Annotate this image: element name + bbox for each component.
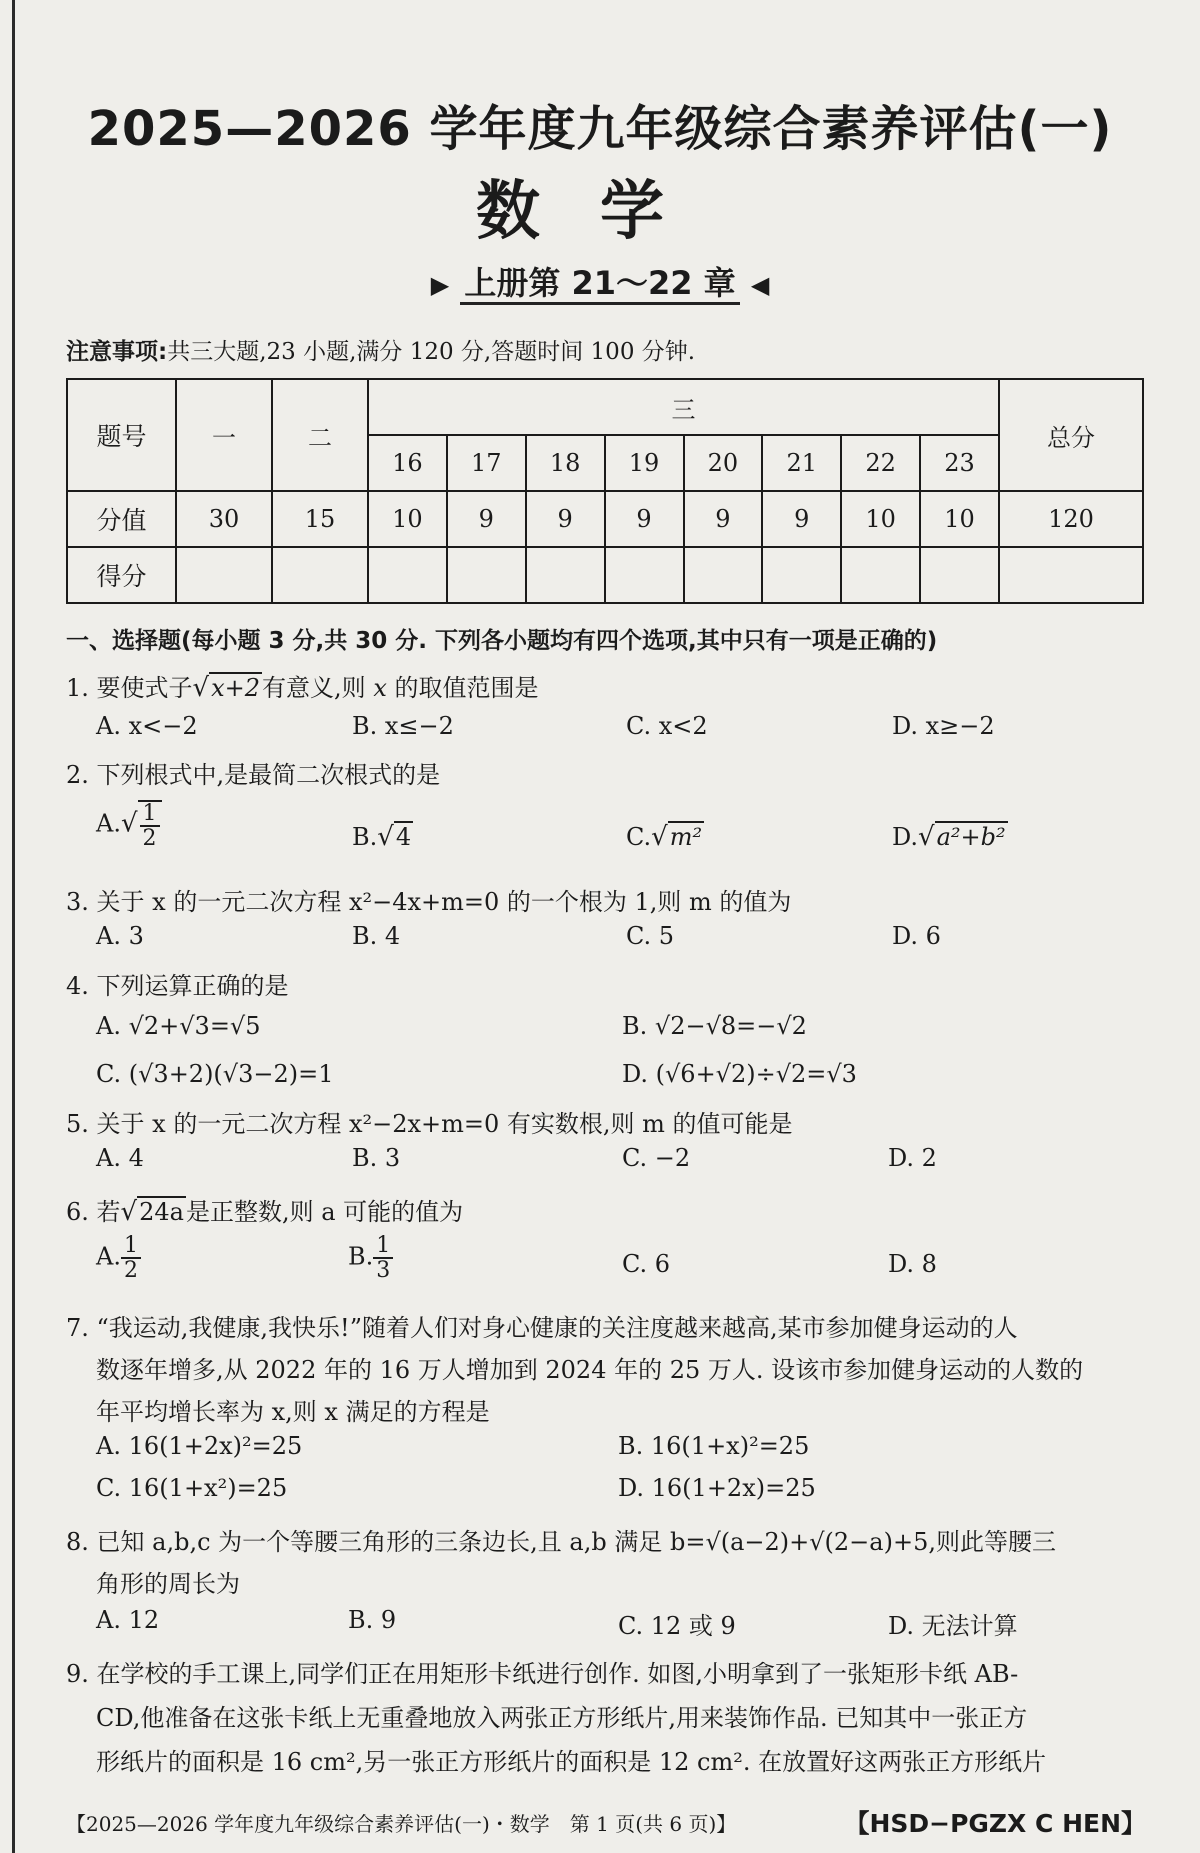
radical-sign: √: [377, 822, 394, 852]
q6-option-c[interactable]: C. 6: [622, 1250, 671, 1278]
q2-d-label: D.: [892, 823, 919, 851]
notice: [66, 333, 695, 366]
sub-value: 9: [526, 491, 605, 547]
q5-option-a[interactable]: A. 4: [96, 1144, 144, 1172]
question-1-stem: [66, 668, 539, 703]
question-9-line2: CD,他准备在这张卡纸上无重叠地放入两张正方形纸片,用来装饰作品. 已知其中一张正方: [96, 1704, 1028, 1732]
q6-option-a[interactable]: [96, 1234, 141, 1282]
q2-option-d[interactable]: [892, 822, 1008, 852]
q6-radicand: 24a: [139, 1198, 184, 1226]
exam-title: 2025—2026 学年度九年级综合素养评估(一): [87, 101, 1113, 157]
subject-title: 数学: [476, 175, 724, 249]
sub-value: 9: [684, 491, 763, 547]
q6-b-fraction: [373, 1234, 393, 1282]
q2-a-num: 1: [140, 802, 160, 827]
radical-sign: √: [120, 808, 138, 839]
question-8-line2: 角形的周长为: [96, 1570, 240, 1598]
sub-number: 22: [841, 435, 920, 491]
q6-option-d[interactable]: D. 8: [888, 1250, 937, 1278]
q2-option-c[interactable]: [626, 822, 704, 852]
q4-option-a[interactable]: A. √2+√3=√5: [96, 1012, 261, 1040]
table-row: [67, 547, 1143, 603]
radical-sign: √: [651, 822, 668, 852]
question-2-stem: 2. 下列根式中,是最简二次根式的是: [66, 761, 441, 789]
value-part2: 15: [272, 491, 368, 547]
q8-option-d[interactable]: D. 无法计算: [888, 1612, 1018, 1640]
q4-option-d[interactable]: D. (√6+√2)÷√2=√3: [622, 1060, 857, 1088]
q1-post: 有意义,则: [262, 674, 366, 702]
q2-option-b[interactable]: [352, 822, 413, 852]
triangle-right-icon: ▶: [430, 271, 450, 299]
q3-option-d[interactable]: D. 6: [892, 922, 941, 950]
q8-option-c[interactable]: C. 12 或 9: [618, 1612, 736, 1640]
chapter-banner: [0, 258, 1200, 304]
triangle-left-icon: ◀: [750, 271, 770, 299]
question-9-line3: 形纸片的面积是 16 cm²,另一张正方形纸片的面积是 12 cm². 在放置好这两张正方形纸片: [96, 1748, 1047, 1776]
score-cell[interactable]: [447, 547, 526, 603]
q1-post2: 的取值范围是: [394, 674, 539, 702]
score-cell[interactable]: [920, 547, 999, 603]
sub-value: 9: [605, 491, 684, 547]
q2-b-label: B.: [352, 823, 378, 851]
total-value: 120: [999, 491, 1143, 547]
sub-number: 18: [526, 435, 605, 491]
score-table: [66, 378, 1144, 604]
sub-value: 9: [762, 491, 841, 547]
q2-a-fraction: [138, 800, 162, 850]
q3-option-b[interactable]: B. 4: [352, 922, 401, 950]
notice-label: 注意事项:: [66, 339, 168, 365]
score-cell[interactable]: [605, 547, 684, 603]
q6-post: 是正整数,则 a 可能的值为: [185, 1198, 464, 1226]
score-cell[interactable]: [762, 547, 841, 603]
q1-var: x: [373, 674, 387, 702]
table-row: [67, 491, 1143, 547]
q7-option-b[interactable]: B. 16(1+x)²=25: [618, 1432, 810, 1460]
label-value: 分值: [67, 491, 176, 547]
sub-value: 10: [368, 491, 447, 547]
question-3-stem: 3. 关于 x 的一元二次方程 x²−4x+m=0 的一个根为 1,则 m 的值为: [66, 888, 792, 916]
score-cell[interactable]: [368, 547, 447, 603]
question-7-line1: 7. “我运动,我健康,我快乐!”随着人们对身心健康的关注度越来越高,某市参加健身运动的人: [66, 1314, 1018, 1342]
q6-a-fraction: [121, 1234, 141, 1282]
q8-option-a[interactable]: A. 12: [96, 1606, 160, 1634]
q2-a-den: 2: [142, 826, 157, 852]
sub-number: 19: [605, 435, 684, 491]
notice-text: 共三大题,23 小题,满分 120 分,答题时间 100 分钟.: [167, 339, 696, 365]
sub-value: 10: [920, 491, 999, 547]
score-cell[interactable]: [684, 547, 763, 603]
question-7-line3: 年平均增长率为 x,则 x 满足的方程是: [96, 1398, 490, 1426]
score-cell[interactable]: [526, 547, 605, 603]
q5-option-d[interactable]: D. 2: [888, 1144, 937, 1172]
question-8-line1: 8. 已知 a,b,c 为一个等腰三角形的三条边长,且 a,b 满足 b=√(a−2)+√(2−a)+5,则此等腰三: [66, 1528, 1056, 1556]
q6-option-b[interactable]: [348, 1234, 393, 1282]
q1-option-a[interactable]: A. x<−2: [96, 712, 198, 740]
label-question: 题号: [67, 379, 176, 491]
question-7-line2: 数逐年增多,从 2022 年的 16 万人增加到 2024 年的 25 万人. 设该市参加健身运动的人数的: [96, 1356, 1084, 1384]
radical-sign: √: [120, 1197, 138, 1227]
radical-sign: √: [918, 822, 935, 852]
radical-sign: √: [192, 673, 210, 703]
q6-b-num: 1: [373, 1234, 393, 1259]
q5-option-b[interactable]: B. 3: [352, 1144, 401, 1172]
q1-option-d[interactable]: D. x≥−2: [892, 712, 995, 740]
sub-number: 21: [762, 435, 841, 491]
q7-option-a[interactable]: A. 16(1+2x)²=25: [96, 1432, 303, 1460]
sub-value: 9: [447, 491, 526, 547]
q2-c-label: C.: [626, 823, 652, 851]
question-4-stem: 4. 下列运算正确的是: [66, 972, 289, 1000]
q6-a-label: A.: [96, 1242, 121, 1271]
q6-a-num: 1: [121, 1234, 141, 1259]
sub-number: 23: [920, 435, 999, 491]
q2-b-radicand: 4: [395, 823, 412, 851]
question-5-stem: 5. 关于 x 的一元二次方程 x²−2x+m=0 有实数根,则 m 的值可能是: [66, 1110, 793, 1138]
q1-pre: 1. 要使式子: [66, 674, 193, 702]
q7-option-d[interactable]: D. 16(1+2x)=25: [618, 1474, 816, 1502]
q8-option-b[interactable]: B. 9: [348, 1606, 397, 1634]
q6-pre: 6. 若: [66, 1198, 121, 1226]
chapter-label: 上册第 21～22 章: [460, 264, 739, 305]
section-heading: 一、选择题(每小题 3 分,共 30 分. 下列各小题均有四个选项,其中只有一项是正确的): [66, 628, 938, 654]
label-score: 得分: [67, 547, 176, 603]
q7-option-c[interactable]: C. 16(1+x²)=25: [96, 1474, 288, 1502]
q4-option-c[interactable]: C. (√3+2)(√3−2)=1: [96, 1060, 334, 1088]
q1-option-c[interactable]: C. x<2: [626, 712, 708, 740]
q2-c-radicand: m²: [669, 823, 703, 851]
q2-d-radicand: a²+b²: [936, 823, 1006, 851]
q5-option-c[interactable]: C. −2: [622, 1144, 691, 1172]
q2-option-a[interactable]: [96, 800, 162, 850]
footer-page-info: 【2025—2026 学年度九年级综合素养评估(一)・数学 第 1 页(共 6 页)】: [66, 1812, 737, 1836]
q2-a-label: A.: [96, 809, 121, 838]
q3-option-a[interactable]: A. 3: [96, 922, 144, 950]
score-cell[interactable]: [999, 547, 1143, 603]
q6-b-label: B.: [348, 1242, 374, 1271]
q3-option-c[interactable]: C. 5: [626, 922, 675, 950]
score-cell[interactable]: [841, 547, 920, 603]
q4-option-b[interactable]: B. √2−√8=−√2: [622, 1012, 807, 1040]
sub-number: 17: [447, 435, 526, 491]
part2-header: 二: [272, 379, 368, 491]
q6-b-den: 3: [376, 1258, 391, 1284]
q6-a-den: 2: [123, 1258, 138, 1284]
q1-option-b[interactable]: B. x≤−2: [352, 712, 454, 740]
value-part1: 30: [176, 491, 272, 547]
sub-value: 10: [841, 491, 920, 547]
question-6-stem: [66, 1192, 463, 1227]
score-cell[interactable]: [176, 547, 272, 603]
part3-header: 三: [368, 379, 999, 435]
table-row: [67, 379, 1143, 435]
score-cell[interactable]: [272, 547, 368, 603]
part1-header: 一: [176, 379, 272, 491]
footer-code: 【HSD−PGZX C HEN】: [844, 1809, 1146, 1838]
sub-number: 16: [368, 435, 447, 491]
sub-number: 20: [684, 435, 763, 491]
question-9-line1: 9. 在学校的手工课上,同学们正在用矩形卡纸进行创作. 如图,小明拿到了一张矩形卡纸 AB-: [66, 1660, 1019, 1688]
total-header: 总分: [999, 379, 1143, 491]
q1-radicand: x+2: [211, 674, 261, 702]
